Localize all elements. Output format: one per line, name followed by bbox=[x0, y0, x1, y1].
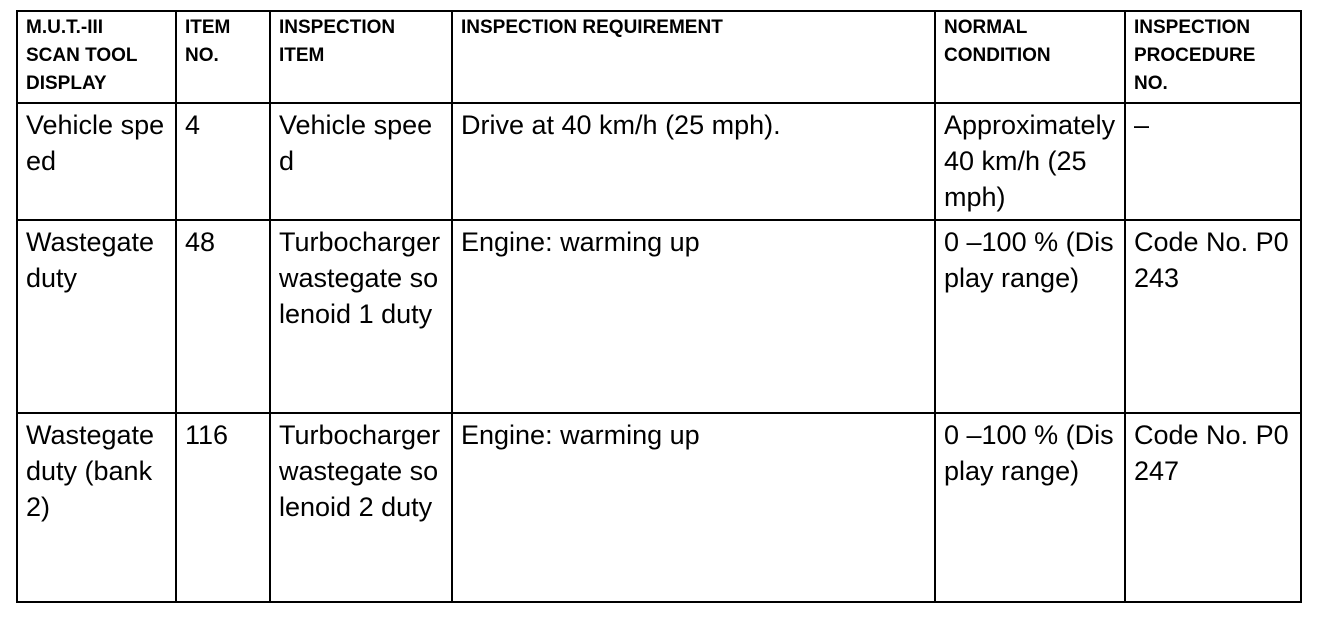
header-row bbox=[17, 11, 1301, 103]
cell-item-no: 116 bbox=[176, 413, 270, 602]
cell-item-no: 4 bbox=[176, 103, 270, 220]
cell-display: Wastegate duty (bank 2) bbox=[17, 413, 176, 602]
header-scan-tool-display: M.U.T.-III SCAN TOOL DISPLAY bbox=[17, 11, 176, 103]
cell-procedure-no: Code No. P0247 bbox=[1125, 413, 1301, 602]
table-row bbox=[17, 413, 1301, 602]
cell-item-no: 48 bbox=[176, 220, 270, 413]
cell-display: Vehicle speed bbox=[17, 103, 176, 220]
cell-inspection-item: Turbocharger wastegate solenoid 2 duty bbox=[270, 413, 452, 602]
cell-normal-condition: Approximately 40 km/h (25 mph) bbox=[935, 103, 1125, 220]
table-body bbox=[17, 103, 1301, 602]
cell-procedure-no: – bbox=[1125, 103, 1301, 220]
header-item-no: ITEM NO. bbox=[176, 11, 270, 103]
table-row bbox=[17, 103, 1301, 220]
header-inspection-requirement: INSPECTION REQUIREMENT bbox=[452, 11, 935, 103]
cell-requirement: Engine: warming up bbox=[452, 220, 935, 413]
table-row bbox=[17, 220, 1301, 413]
table-header bbox=[17, 11, 1301, 103]
header-inspection-procedure-no: INSPECTION PROCEDURE NO. bbox=[1125, 11, 1301, 103]
cell-normal-condition: 0 –100 % (Display range) bbox=[935, 220, 1125, 413]
inspection-table bbox=[16, 10, 1302, 603]
cell-requirement: Drive at 40 km/h (25 mph). bbox=[452, 103, 935, 220]
cell-requirement: Engine: warming up bbox=[452, 413, 935, 602]
cell-normal-condition: 0 –100 % (Display range) bbox=[935, 413, 1125, 602]
header-inspection-item: INSPECTION ITEM bbox=[270, 11, 452, 103]
header-normal-condition: NORMAL CONDITION bbox=[935, 11, 1125, 103]
cell-inspection-item: Vehicle speed bbox=[270, 103, 452, 220]
cell-inspection-item: Turbocharger wastegate solenoid 1 duty bbox=[270, 220, 452, 413]
cell-display: Wastegate duty bbox=[17, 220, 176, 413]
cell-procedure-no: Code No. P0243 bbox=[1125, 220, 1301, 413]
